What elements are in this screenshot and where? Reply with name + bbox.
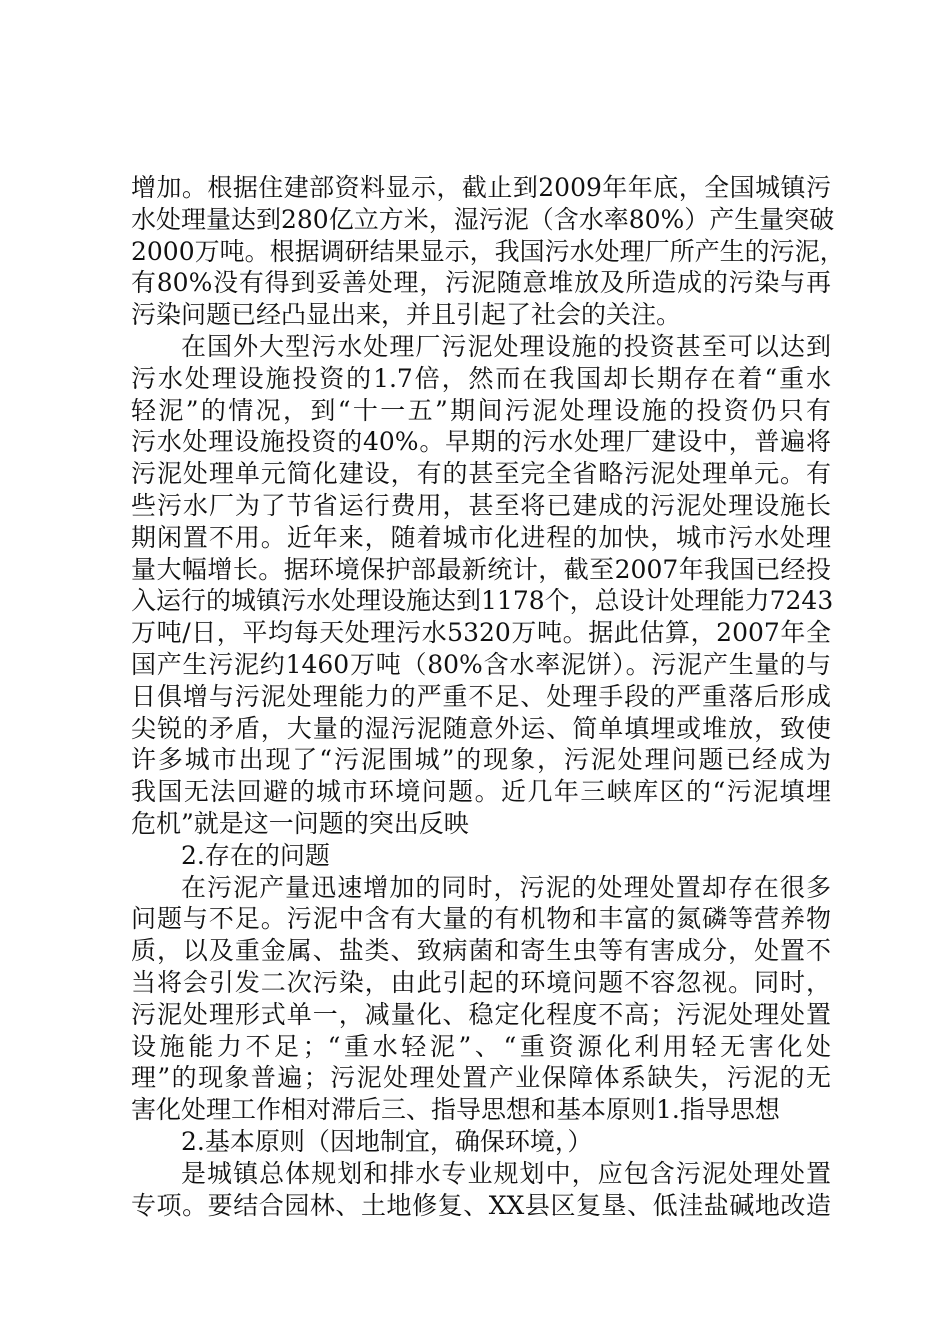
body-text — [131, 172, 845, 1221]
text-line: 污泥处理形式单一，减量化、稳定化程度不高；污泥处理处置 — [131, 999, 831, 1029]
text-line: 危机”就是这一问题的突出反映 — [131, 808, 469, 838]
text-line: 万吨/日，平均每天处理污水5320万吨。据此估算，2007年全 — [131, 618, 831, 648]
text-line: 有80%没有得到妥善处理，污泥随意堆放及所造成的污染与再 — [131, 268, 831, 298]
text-line: 害化处理工作相对滞后三、指导思想和基本原则1.指导思想 — [131, 1095, 780, 1125]
text-line: 国产生污泥约1460万吨（80%含水率泥饼）。污泥产生量的与 — [131, 649, 831, 679]
text-line: 污水处理设施投资的1.7倍，然而在我国却长期存在着“重水 — [131, 363, 831, 393]
text-line: 许多城市出现了“污泥围城”的现象，污泥处理问题已经成为 — [131, 745, 831, 775]
text-line: 污泥处理单元简化建设，有的甚至完全省略污泥处理单元。有 — [131, 459, 831, 489]
text-line: 期闲置不用。近年来，随着城市化进程的加快，城市污水处理 — [131, 522, 831, 552]
text-line: 些污水厂为了节省运行费用，甚至将已建成的污泥处理设施长 — [131, 490, 831, 520]
text-line: 轻泥”的情况，到“十一五”期间污泥处理设施的投资仍只有 — [131, 395, 831, 425]
paragraph-first-line: 在污泥产量迅速增加的同时，污泥的处理处置却存在很多 — [181, 872, 831, 902]
text-line: 污水处理设施投资的40%。早期的污水处理厂建设中，普遍将 — [131, 427, 831, 457]
text-line: 尖锐的矛盾，大量的湿污泥随意外运、简单填埋或堆放，致使 — [131, 713, 831, 743]
text-line: 增加。根据住建部资料显示，截止到2009年年底，全国城镇污 — [131, 173, 831, 202]
section-heading: 2.存在的问题 — [181, 840, 330, 870]
text-line: 理”的现象普遍；污泥处理处置产业保障体系缺失，污泥的无 — [131, 1063, 831, 1093]
text-line: 水处理量达到280亿立方米，湿污泥（含水率80%）产生量突破 — [131, 204, 835, 234]
text-line: 2000万吨。根据调研结果显示，我国污水处理厂所产生的污泥， — [131, 236, 845, 266]
paragraph-first-line: 在国外大型污水处理厂污泥处理设施的投资甚至可以达到 — [181, 331, 831, 361]
text-line: 量大幅增长。据环境保护部最新统计，截至2007年我国已经投 — [131, 554, 831, 584]
text-line: 我国无法回避的城市环境问题。近几年三峡库区的“污泥填埋 — [131, 777, 831, 807]
paragraph-first-line: 是城镇总体规划和排水专业规划中，应包含污泥处理处置 — [181, 1158, 831, 1188]
text-line: 问题与不足。污泥中含有大量的有机物和丰富的氮磷等营养物 — [131, 904, 831, 934]
section-heading: 2.基本原则（因地制宜，确保环境，） — [181, 1126, 593, 1156]
text-line: 质，以及重金属、盐类、致病菌和寄生虫等有害成分，处置不 — [131, 936, 831, 966]
text-line: 当将会引发二次污染，由此引起的环境问题不容忽视。同时， — [131, 967, 831, 997]
text-line: 专项。要结合园林、土地修复、XX县区复垦、低洼盐碱地改造 — [131, 1190, 831, 1220]
text-line: 设施能力不足；“重水轻泥”、“重资源化利用轻无害化处 — [131, 1031, 831, 1061]
text-line: 日俱增与污泥处理能力的严重不足、处理手段的严重落后形成 — [131, 681, 831, 711]
text-line: 入运行的城镇污水处理设施达到1178个，总设计处理能力7243 — [131, 586, 834, 616]
text-line: 污染问题已经凸显出来，并且引起了社会的关注。 — [131, 300, 682, 330]
